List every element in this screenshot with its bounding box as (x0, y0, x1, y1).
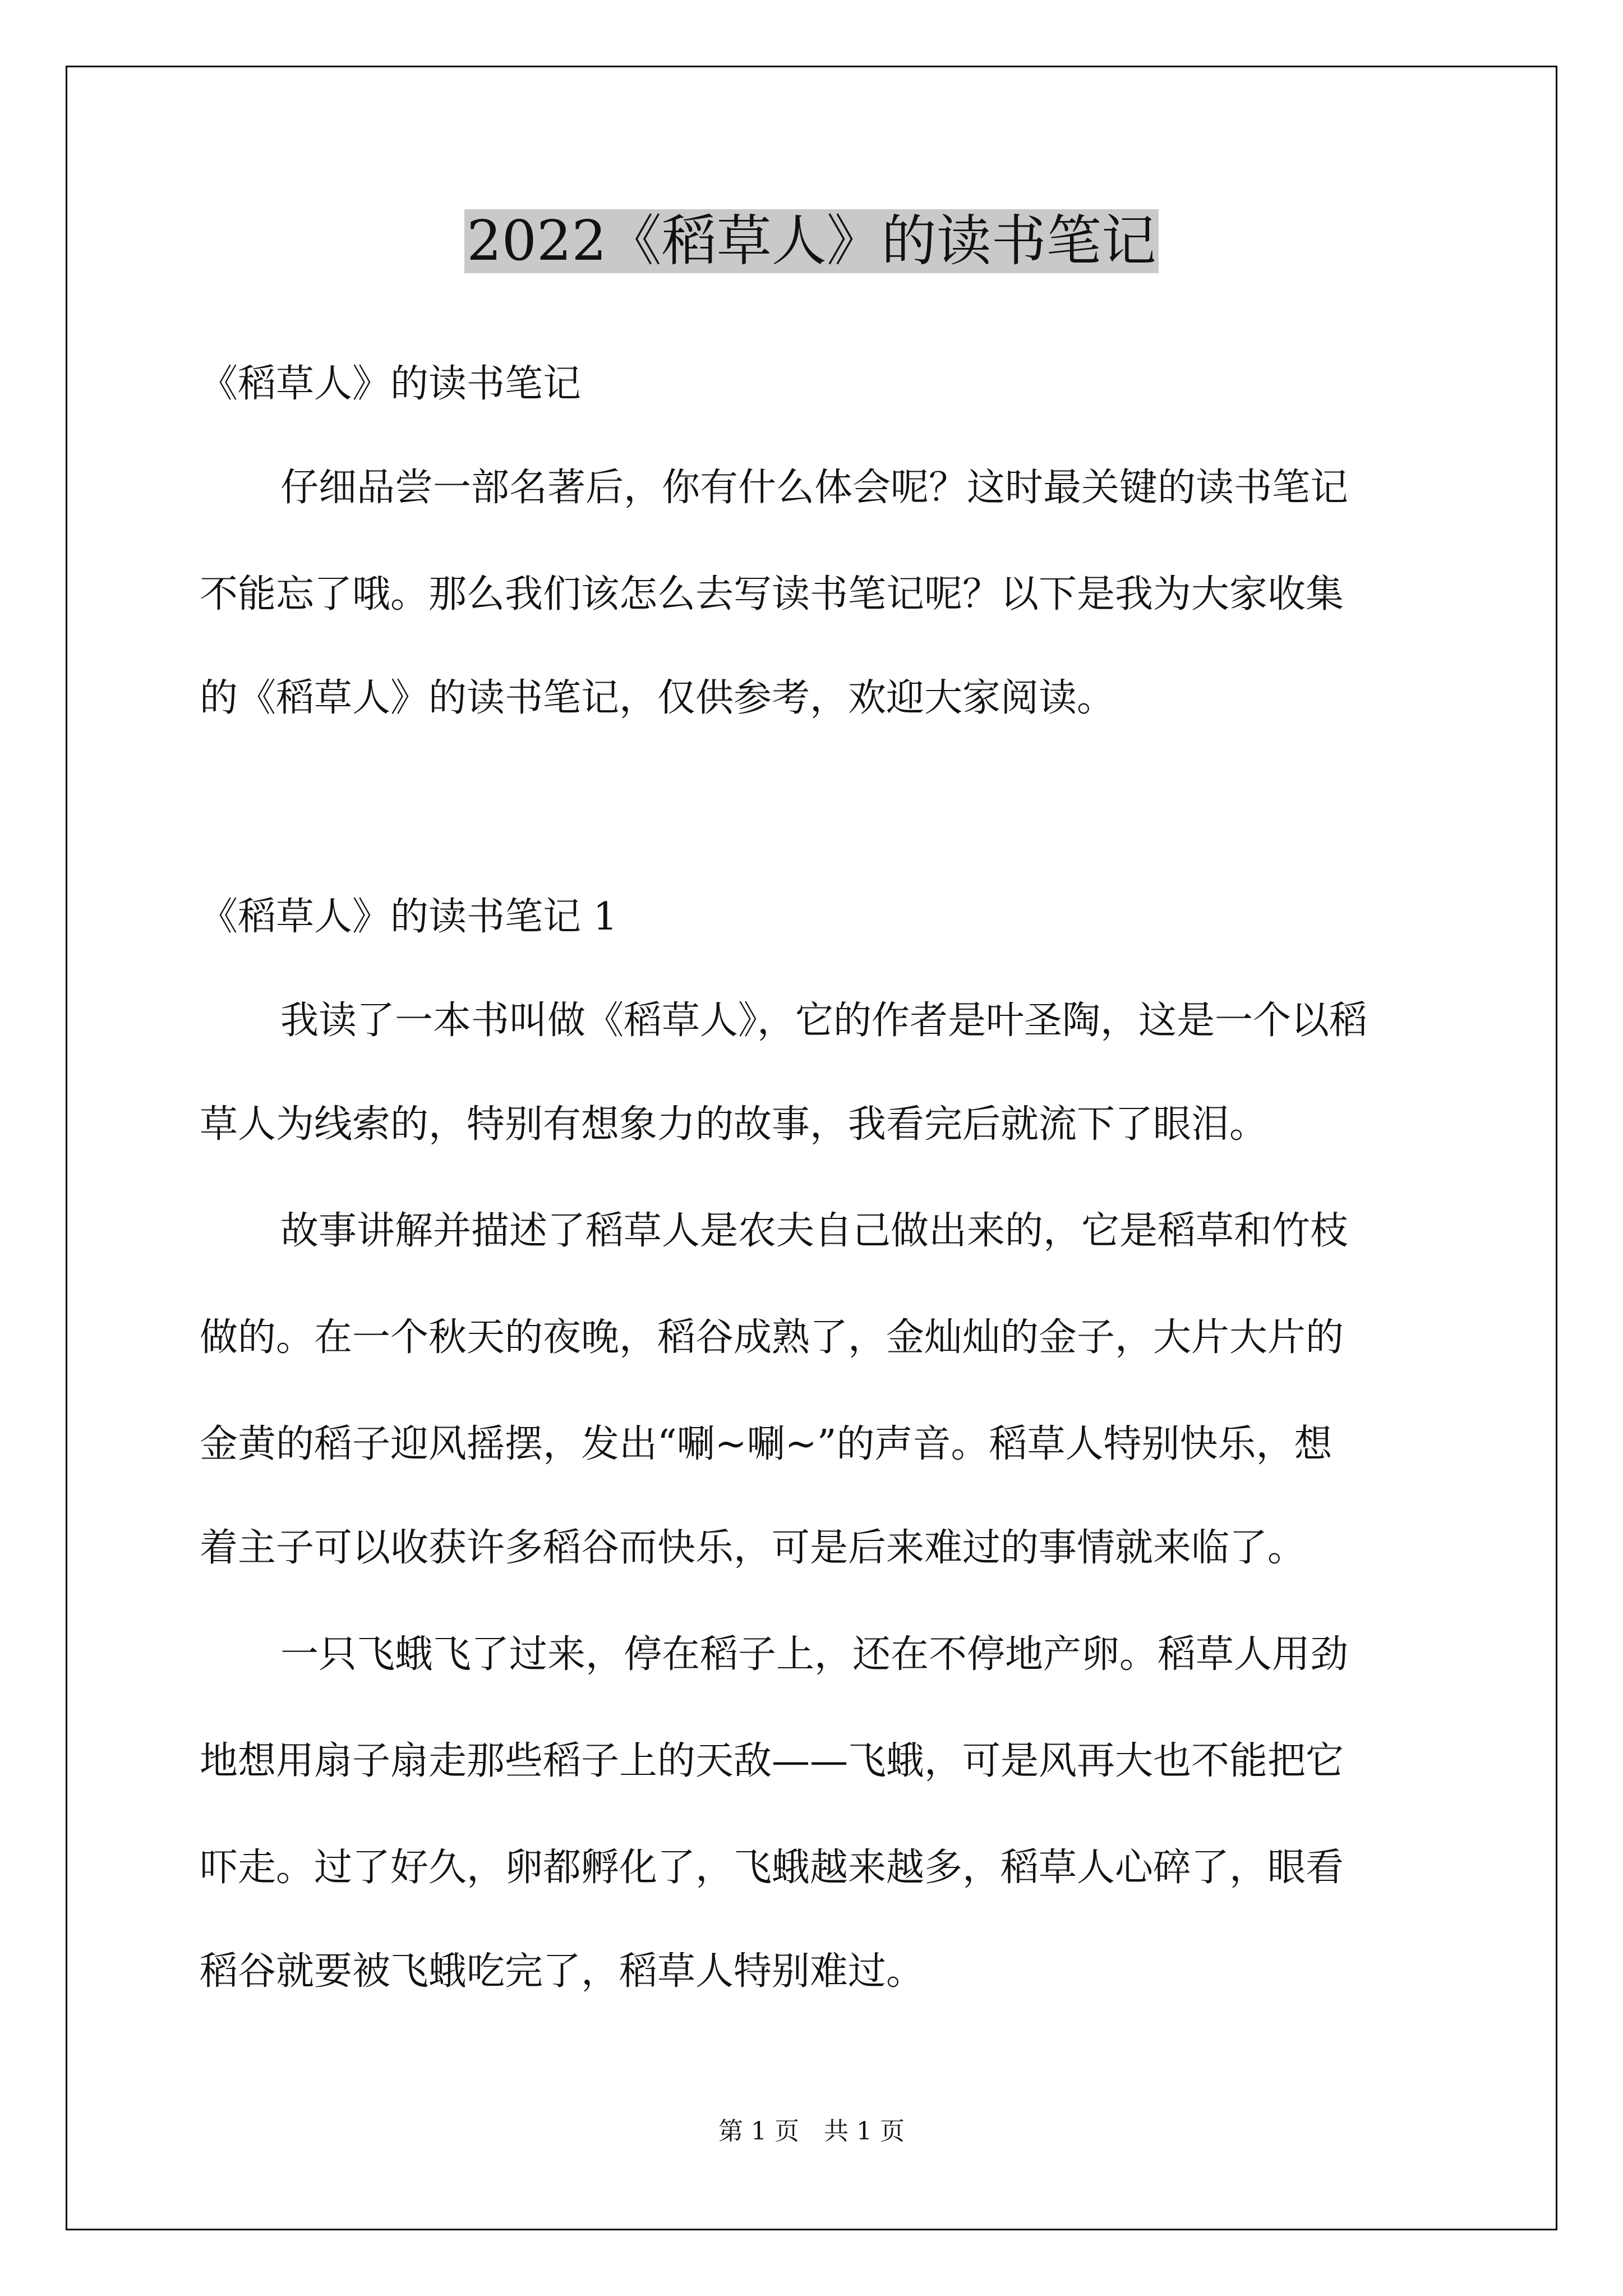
body-line-8: 地想用扇子扇走那些稻子上的天敌——飞蛾，可是风再大也不能把它 (200, 1739, 1344, 1783)
body-line-5: 金黄的稻子迎风摇摆，发出“唰~唰~”的声音。稻草人特别快乐，想 (200, 1422, 1332, 1466)
body-line-9: 吓走。过了好久，卵都孵化了，飞蛾越来越多，稻草人心碎了，眼看 (200, 1846, 1344, 1890)
document-title-text: 2022《稻草人》的读书笔记 (464, 209, 1158, 273)
body-line-2: 草人为线索的，特别有想象力的故事，我看完后就流下了眼泪。 (200, 1102, 1268, 1147)
body-line-6: 着主子可以收获许多稻谷而快乐，可是后来难过的事情就来临了。 (200, 1526, 1306, 1570)
intro-line-3: 的《稻草人》的读书笔记，仅供参考，欢迎大家阅读。 (200, 676, 1115, 720)
subtitle: 《稻草人》的读书笔记 (200, 362, 582, 406)
document-title (0, 205, 1623, 278)
body-line-4: 做的。在一个秋天的夜晚，稻谷成熟了，金灿灿的金子，大片大片的 (200, 1315, 1344, 1360)
section-heading: 《稻草人》的读书笔记 1 (200, 895, 617, 939)
intro-line-1: 仔细品尝一部名著后，你有什么体会呢？这时最关键的读书笔记 (280, 466, 1349, 510)
body-line-3: 故事讲解并描述了稻草人是农夫自己做出来的，它是稻草和竹枝 (280, 1209, 1349, 1253)
body-line-1: 我读了一本书叫做《稻草人》，它的作者是叶圣陶，这是一个以稻 (280, 999, 1368, 1043)
body-line-10: 稻谷就要被飞蛾吃完了，稻草人特别难过。 (200, 1949, 925, 1994)
page-footer: 第 1 页 共 1 页 (718, 2117, 905, 2146)
body-line-7: 一只飞蛾飞了过来，停在稻子上，还在不停地产卵。稻草人用劲 (280, 1632, 1349, 1677)
intro-line-2: 不能忘了哦。那么我们该怎么去写读书笔记呢？以下是我为大家收集 (200, 572, 1344, 616)
